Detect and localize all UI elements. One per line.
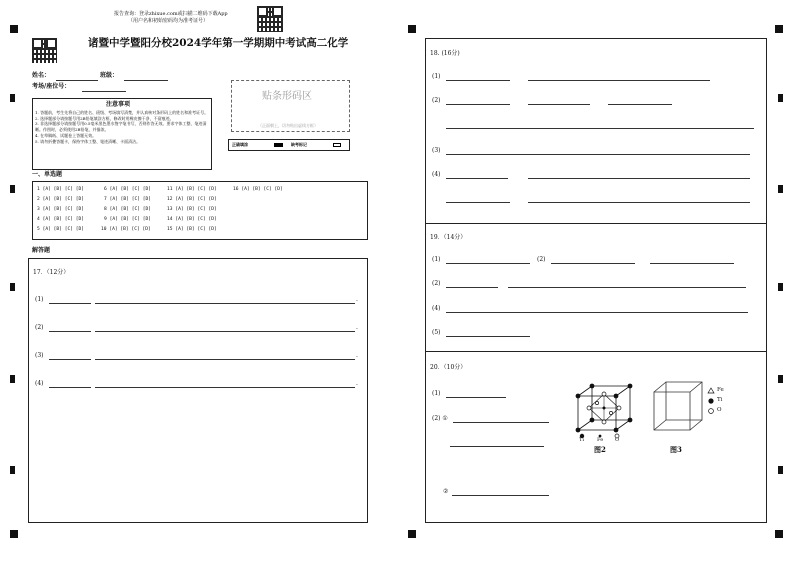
fill-example-box [228, 139, 350, 151]
q18-item-label: (1) [432, 73, 441, 80]
notice-item: 4. 在草稿纸、试题卷上答题无效。 [35, 132, 97, 138]
q18-item-label: (4) [432, 171, 441, 178]
barcode-hint: （正面朝上，切勿贴出虚线方框） [258, 123, 318, 128]
fig3-legend-icons [707, 387, 715, 417]
q18-answer[interactable] [528, 178, 750, 179]
q17-item-label: (2) [35, 324, 44, 331]
q17-box [28, 258, 368, 523]
mcq-item[interactable]: 9 [A] [B] [C] [D] [104, 217, 152, 222]
section-title-mcq: 一、单选题 [32, 171, 63, 178]
edge-mark [778, 185, 783, 193]
q18-answer[interactable] [446, 80, 510, 81]
q18-answer[interactable] [446, 128, 754, 129]
corner-mark-br [775, 530, 783, 538]
q17-end-mark: . [356, 380, 358, 387]
edge-mark [10, 375, 15, 383]
fig2-label: 图2 [594, 445, 606, 454]
q20-answer[interactable] [450, 446, 544, 447]
name-field[interactable] [56, 80, 98, 81]
q18-answer[interactable] [446, 104, 510, 105]
q17-title: 17．（12分） [33, 269, 70, 276]
edge-mark [10, 466, 15, 474]
fig3-legend-fe: Fe [717, 387, 724, 393]
q18-answer[interactable] [528, 202, 750, 203]
mcq-item[interactable]: 7 [A] [B] [C] [D] [104, 197, 152, 202]
q18-answer[interactable] [446, 154, 750, 155]
notice-item: 2. 选择题部分请按题号用2B铅笔填涂方框，修改时用橡皮擦干净，不留痕迹。 [35, 115, 174, 121]
q19-answer[interactable] [446, 336, 530, 337]
q19-answer[interactable] [446, 312, 748, 313]
correct-fill-label: 正确填涂 [232, 142, 248, 147]
mcq-item[interactable]: 4 [A] [B] [C] [D] [37, 217, 85, 222]
q17-answer-short[interactable] [49, 387, 91, 388]
fig2-legend-fe: Fe [597, 437, 604, 443]
q17-item-label: (1) [35, 296, 44, 303]
mcq-item[interactable]: 3 [A] [B] [C] [D] [37, 207, 85, 212]
q19-answer[interactable] [650, 263, 734, 264]
room-seat-label: 考场/座位号： [32, 83, 71, 90]
q19-item-label: (2) [432, 280, 441, 287]
name-label: 姓名： [32, 72, 51, 79]
room-seat-field[interactable] [82, 91, 126, 92]
q18-answer[interactable] [446, 178, 508, 179]
missing-mark-checkbox[interactable] [333, 143, 341, 147]
section-title-answers: 解答题 [32, 247, 51, 254]
notice-title: 注意事项 [106, 101, 131, 108]
mcq-item[interactable]: 11 [A] [B] [C] [D] [167, 187, 217, 192]
q20-title: 20．（10分） [430, 364, 467, 371]
mcq-item[interactable]: 10 [A] [B] [C] [D] [101, 227, 151, 232]
edge-mark [778, 94, 783, 102]
fig2-legend-ti: Ti [579, 437, 584, 443]
notice-item: 1. 答题前，考生先将自己的姓名、班级、考场填写清楚，并认真核对条形码上的姓名和准考证号。 [35, 110, 209, 115]
mcq-item[interactable]: 5 [A] [B] [C] [D] [37, 227, 85, 232]
q18-title: 18. (16分) [430, 50, 460, 57]
notice-item: 3. 非选择题部分请按题号用0.5毫米黑色墨水签字笔书写，否则作答无效。要求字体工整、笔迹清晰。作图时，必须使用2B铅笔，并描浓。 [35, 121, 207, 133]
center-mark-bottom [408, 530, 416, 538]
corner-mark-tr [775, 25, 783, 33]
q20-answer[interactable] [453, 422, 549, 423]
q19-item-label: (4) [432, 305, 441, 312]
notice-box [32, 98, 212, 170]
edge-mark [10, 185, 15, 193]
q17-item-label: (3) [35, 352, 44, 359]
report-query-note: （用户名和初始密码均为准考证号） [128, 18, 209, 24]
mcq-item[interactable]: 2 [A] [B] [C] [D] [37, 197, 85, 202]
crystal-structure-fig2 [570, 378, 642, 444]
crystal-structure-fig3 [650, 378, 706, 436]
barcode-label: 贴条形码区 [262, 91, 312, 102]
q17-answer-short[interactable] [49, 303, 91, 304]
q20-answer[interactable] [452, 495, 549, 496]
edge-mark [10, 94, 15, 102]
q17-end-mark: . [356, 296, 358, 303]
notice-list [35, 110, 209, 144]
mcq-item[interactable]: 8 [A] [B] [C] [D] [104, 207, 152, 212]
edge-mark [778, 375, 783, 383]
q18-answer[interactable] [528, 80, 710, 81]
q17-end-mark: . [356, 352, 358, 359]
fig3-label: 图3 [670, 445, 682, 454]
mcq-item[interactable]: 16 [A] [B] [C] [D] [233, 187, 283, 192]
class-field[interactable] [124, 80, 168, 81]
q17-end-mark: . [356, 324, 358, 331]
report-query-line: 报告查询：登录zhixue.com或扫描二维码下载App [114, 11, 228, 17]
q19-item-label: (2) [537, 256, 546, 263]
mcq-item[interactable]: 1 [A] [B] [C] [D] [37, 187, 85, 192]
edge-mark [778, 283, 783, 291]
qr-code-icon [32, 38, 57, 63]
notice-item: 5. 请勿折叠答题卡，保持字体工整、笔迹清晰、卡面清洁。 [35, 138, 141, 144]
q18-item-label: (2) [432, 97, 441, 104]
mcq-item[interactable]: 6 [A] [B] [C] [D] [104, 187, 152, 192]
q19-item-label: (1) [432, 256, 441, 263]
fig3-legend-o: O [717, 407, 722, 413]
q17-item-label: (4) [35, 380, 44, 387]
fig3-legend-ti: Ti [717, 397, 723, 403]
class-label: 班级： [100, 72, 119, 79]
mcq-item[interactable]: 14 [A] [B] [C] [D] [167, 217, 217, 222]
q19-answer[interactable] [446, 287, 498, 288]
corner-mark-tl [10, 25, 18, 33]
q20-item-label: (1) [432, 390, 441, 397]
missing-mark-label: 缺考标记 [291, 142, 307, 147]
fig2-legend-o: O [615, 437, 620, 443]
q20-item-label: ② [443, 488, 449, 495]
q18-answer[interactable] [528, 104, 590, 105]
q19-answer[interactable] [551, 263, 635, 264]
mcq-item[interactable]: 13 [A] [B] [C] [D] [167, 207, 217, 212]
q18-box [425, 38, 767, 224]
mcq-item[interactable]: 12 [A] [B] [C] [D] [167, 197, 217, 202]
barcode-area [231, 80, 350, 132]
mcq-item[interactable]: 15 [A] [B] [C] [D] [167, 227, 217, 232]
center-mark-top [408, 25, 416, 33]
page-title: 诸暨中学暨阳分校2024学年第一学期期中考试高二化学 [88, 37, 349, 49]
q17-answer-short[interactable] [49, 359, 91, 360]
q19-item-label: (5) [432, 329, 441, 336]
qr-code-icon [257, 6, 283, 32]
q19-title: 19．（14分） [430, 234, 467, 241]
q20-answer[interactable] [446, 397, 506, 398]
q17-answer-short[interactable] [49, 331, 91, 332]
corner-mark-bl [10, 530, 18, 538]
q19-answer[interactable] [508, 287, 746, 288]
edge-mark [778, 466, 783, 474]
q20-item-label: (2) ① [432, 415, 448, 422]
q17-answer-long[interactable] [95, 387, 355, 388]
q18-answer[interactable] [446, 202, 510, 203]
q17-answer-long[interactable] [95, 303, 355, 304]
q17-answer-long[interactable] [95, 359, 355, 360]
q19-answer[interactable] [446, 263, 530, 264]
q17-answer-long[interactable] [95, 331, 355, 332]
q18-item-label: (3) [432, 147, 441, 154]
q18-answer[interactable] [608, 104, 672, 105]
correct-fill-sample-icon [274, 143, 283, 147]
edge-mark [10, 283, 15, 291]
